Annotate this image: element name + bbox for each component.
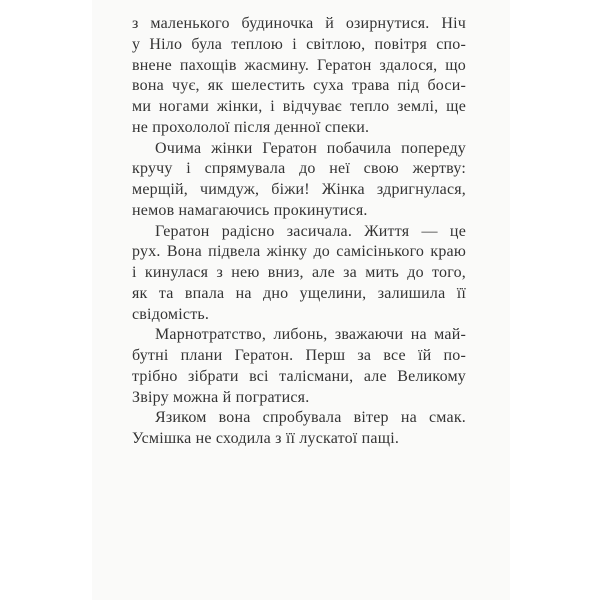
text-line: рух. Вона підвела жінку до самісінького краю xyxy=(132,243,466,261)
paragraph xyxy=(132,139,466,222)
text-line: з маленького будиночка й озирнутися. Ніч xyxy=(132,15,466,32)
text-line: Звіру можна й погратися. xyxy=(132,388,310,406)
paragraph xyxy=(132,408,466,450)
text-line: мерщій, чимдуж, біжи! Жінка здригнулася, xyxy=(132,181,466,198)
text-line: Усмішка не сходила з її лускатої пащі. xyxy=(132,430,400,447)
text-line: внене пахощів жасмину. Гератон здалося, що xyxy=(132,56,466,74)
book-page xyxy=(92,0,510,600)
page-text xyxy=(132,14,466,450)
paragraph xyxy=(132,222,466,326)
text-line: вона чує, як шелестить суха трава під боси- xyxy=(132,77,466,95)
text-line: Гератон радісно засичала. Життя — це xyxy=(155,222,466,240)
text-line: Очима жінки Гератон побачила попереду xyxy=(155,139,466,157)
paragraph xyxy=(132,325,466,408)
text-line: ми ногами жінки, і відчуває тепло землі, ще xyxy=(132,98,466,115)
text-line: у Ніло була теплою і світлою, повітря спо- xyxy=(132,35,466,53)
text-line: і кинулася з нею вниз, але за мить до того, xyxy=(132,264,466,281)
text-line: бутні плани Гератон. Перш за все їй по- xyxy=(132,347,466,364)
text-line: трібно зібрати всі талісмани, але Великому xyxy=(132,367,466,385)
text-line: свідомість. xyxy=(132,305,210,323)
text-line: кручу і спрямувала до неї свою жертву: xyxy=(132,160,466,178)
text-line: як та впала на дно ущелини, залишила її xyxy=(132,284,466,302)
text-line: немов намагаючись прокинутися. xyxy=(132,201,368,219)
text-line: не прохололої після денної спеки. xyxy=(132,118,370,136)
text-line: Марнотратство, либонь, зважаючи на май- xyxy=(155,326,466,344)
paragraph xyxy=(132,14,466,139)
text-line: Язиком вона спробувала вітер на смак. xyxy=(155,409,466,427)
